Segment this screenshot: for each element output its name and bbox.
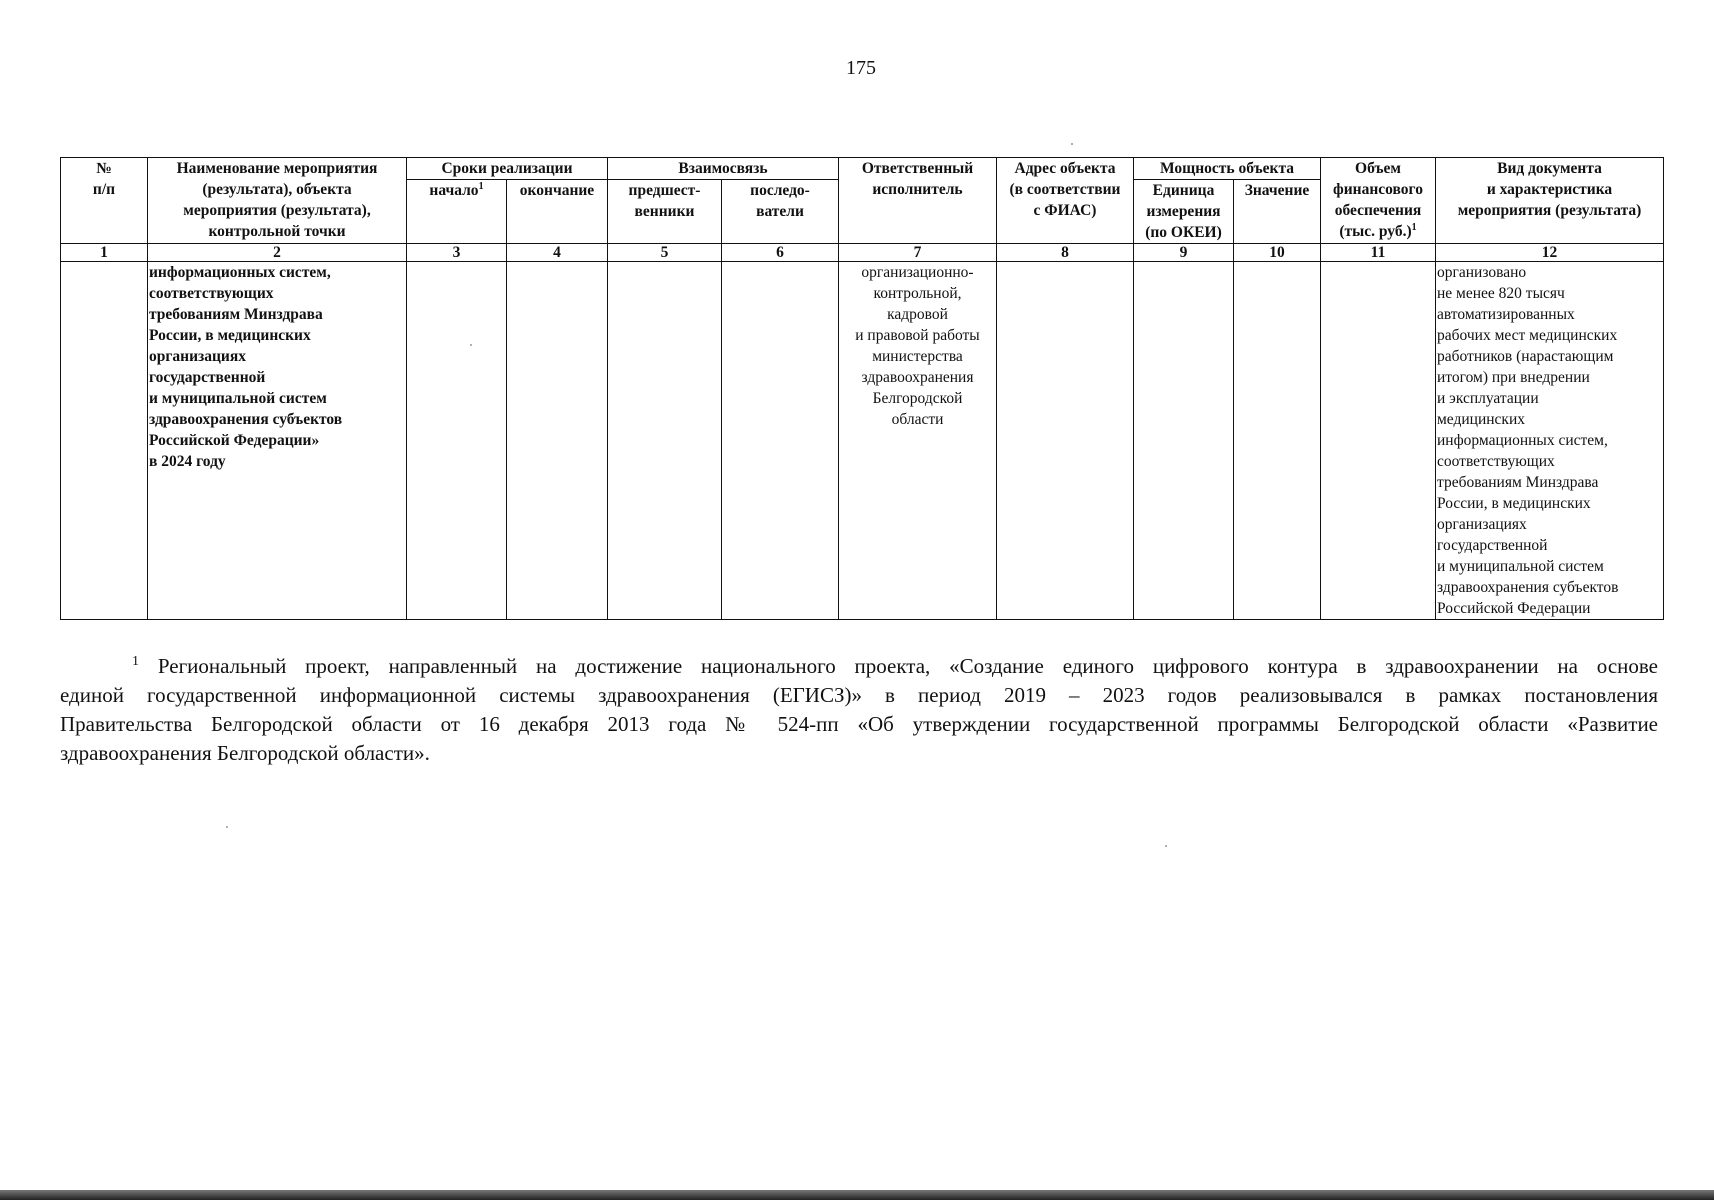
footnote-line: здравоохранения Белгородской области». [60,741,430,765]
start-footnote-marker: 1 [478,180,484,192]
cell-name: информационных систем, соответствующих требованиям Минздрава России, в медицинских организациях государственной и муниципальной систем здравоохранения субъектов Российской Федерации» в 2024 году [148,262,407,620]
header-start: начало$^1$ [407,180,507,244]
cell-finance [1321,262,1436,620]
footnote-marker: 1 [132,654,139,669]
header-finance: Объем финансового обеспечения (тыс. руб.)$^1$ [1321,158,1436,244]
header-end: окончание [507,180,608,244]
cell-doc: организовано не менее 820 тысяч автоматизированных рабочих мест медицинских работников (нарастающим итогом) при внедрении и эксплуатации медицинских информационных систем, соответствующих требованиям Минздрава России, в медицинских организациях государственной и муниципальной систем здравоохранения субъектов Российской Федерации [1436,262,1664,620]
finance-footnote-marker: 1 [1411,221,1417,233]
column-number: 7 [839,244,997,262]
header-capacity: Мощность объекта [1134,158,1321,180]
footnote-line: единой государственной информационной системы здравоохранения (ЕГИСЗ)» в период 2019 – 2023 годов реализовывался в рамках постановления [60,683,1658,707]
column-number: 12 [1436,244,1664,262]
column-number: 8 [997,244,1134,262]
column-number: 2 [148,244,407,262]
cell-start [407,262,507,620]
column-number: 9 [1134,244,1234,262]
header-num: № п/п [61,158,148,244]
header-successors: последо- ватели [722,180,839,244]
cell-responsible: организационно- контрольной, кадровой и правовой работы министерства здравоохранения Белгородской области [839,262,997,620]
header-doc: Вид документа и характеристика мероприятия (результата) [1436,158,1664,244]
header-value: Значение [1234,180,1321,244]
column-number: 5 [608,244,722,262]
column-number: 4 [507,244,608,262]
column-number: 11 [1321,244,1436,262]
column-number: 3 [407,244,507,262]
cell-value [1234,262,1321,620]
footnote [60,652,1658,768]
footnote-line: $^1$ Региональный проект, направленный на достижение национального проекта, «Создание единого цифрового контура в здравоохранении на основе [132,654,1658,678]
scan-speck [226,826,228,828]
header-address: Адрес объекта (в соответствии с ФИАС) [997,158,1134,244]
table-row [61,262,1664,620]
header-terms: Сроки реализации [407,158,608,180]
header-relation: Взаимосвязь [608,158,839,180]
header-predecessors: предшест- венники [608,180,722,244]
cell-successors [722,262,839,620]
page-number: 175 [846,57,876,79]
column-number: 6 [722,244,839,262]
scan-speck [1071,143,1073,145]
column-number-row [61,244,1664,262]
footnote-line: Правительства Белгородской области от 16 декабря 2013 года № 524-пп «Об утверждении государственной программы Белгородской области «Развитие [60,712,1658,736]
cell-unit [1134,262,1234,620]
cell-predecessors [608,262,722,620]
column-number: 10 [1234,244,1321,262]
project-table [60,157,1664,620]
column-number: 1 [61,244,148,262]
header-unit: Единица измерения (по ОКЕИ) [1134,180,1234,244]
cell-address [997,262,1134,620]
cell-end [507,262,608,620]
header-row-1 [61,158,1664,180]
scan-bottom-edge [0,1190,1714,1200]
header-responsible: Ответственный исполнитель [839,158,997,244]
header-name: Наименование мероприятия (результата), объекта мероприятия (результата), контрольной точки [148,158,407,244]
cell-num [61,262,148,620]
scan-speck [1165,845,1167,847]
scan-speck [470,344,472,346]
